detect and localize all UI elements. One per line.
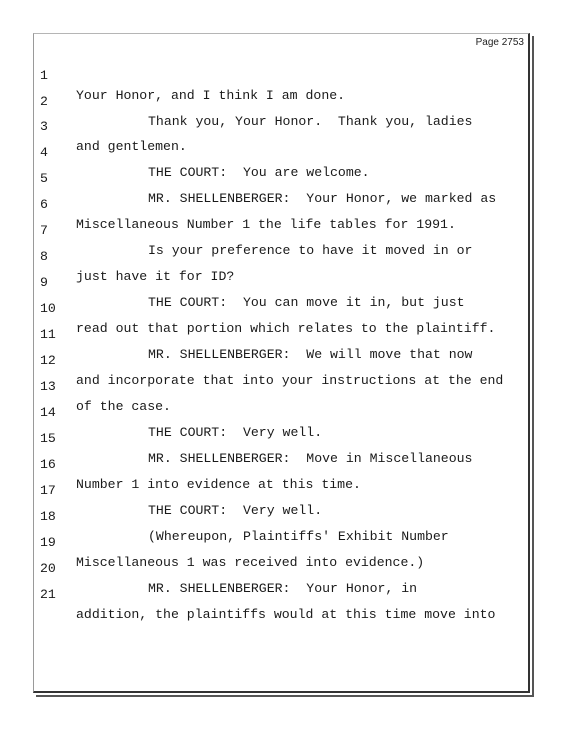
line-number: 7	[40, 223, 48, 238]
line-text: read out that portion which relates to the plaintiff.	[76, 321, 496, 336]
line-text: addition, the plaintiffs would at this time move into	[76, 607, 496, 622]
line-number: 17	[40, 483, 56, 498]
line-number: 3	[40, 119, 48, 134]
line-text: Miscellaneous 1 was received into evidence.)	[76, 555, 425, 570]
line-number: 20	[40, 561, 56, 576]
line-number: 19	[40, 535, 56, 550]
line-text: and incorporate that into your instructions at the end	[76, 373, 504, 388]
line-text: THE COURT: You can move it in, but just	[148, 295, 465, 310]
line-text: and gentlemen.	[76, 139, 187, 154]
line-text: Your Honor, and I think I am done.	[76, 88, 346, 103]
line-number: 21	[40, 587, 56, 602]
line-number: 1	[40, 68, 48, 83]
line-number: 5	[40, 171, 48, 186]
line-text: MR. SHELLENBERGER: Move in Miscellaneous	[148, 451, 473, 466]
transcript-line	[0, 227, 235, 284]
line-text: Thank you, Your Honor. Thank you, ladies	[148, 114, 473, 129]
line-number: 13	[40, 379, 56, 394]
line-text: MR. SHELLENBERGER: Your Honor, we marked as	[148, 191, 497, 206]
transcript-line	[0, 97, 187, 154]
line-number: 2	[40, 94, 48, 109]
line-number: 18	[40, 509, 56, 524]
line-text: THE COURT: You are welcome.	[148, 165, 370, 180]
line-number: 15	[40, 431, 56, 446]
line-number: 14	[40, 405, 56, 420]
line-number: 4	[40, 145, 48, 160]
line-number: 16	[40, 457, 56, 472]
line-number: 6	[40, 197, 48, 212]
line-text: THE COURT: Very well.	[148, 425, 323, 440]
line-number: 10	[40, 301, 56, 316]
line-number: 8	[40, 249, 48, 264]
transcript-line	[0, 46, 346, 103]
line-text: MR. SHELLENBERGER: We will move that now	[148, 347, 473, 362]
line-text: Miscellaneous Number 1 the life tables for 1991.	[76, 217, 456, 232]
line-number: 9	[40, 275, 48, 290]
line-text: Number 1 into evidence at this time.	[76, 477, 361, 492]
line-number: 12	[40, 353, 56, 368]
line-text: Is your preference to have it moved in or	[148, 243, 473, 258]
line-text: THE COURT: Very well.	[148, 503, 323, 518]
line-text: (Whereupon, Plaintiffs' Exhibit Number	[148, 529, 449, 544]
page-number: Page 2753	[475, 37, 524, 48]
line-text: MR. SHELLENBERGER: Your Honor, in	[148, 581, 418, 596]
page-border-shadow-bottom	[36, 695, 534, 697]
line-text: just have it for ID?	[76, 269, 235, 284]
line-text: of the case.	[76, 399, 171, 414]
line-number: 11	[40, 327, 56, 342]
page-border-shadow-right	[532, 36, 534, 696]
